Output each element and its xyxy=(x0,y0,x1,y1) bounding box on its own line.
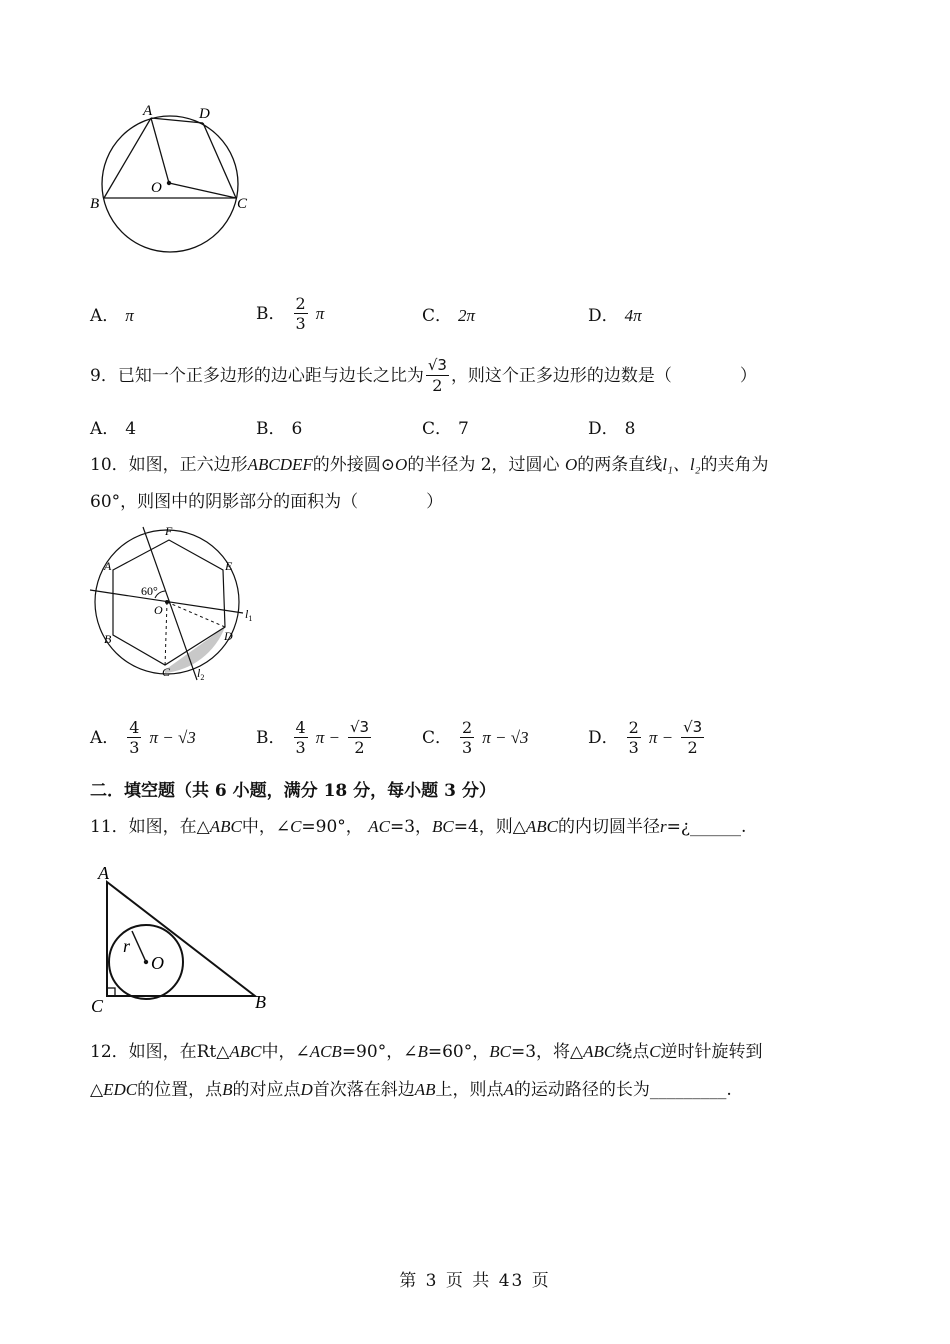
radius-r xyxy=(132,931,146,962)
radius-oa xyxy=(151,118,169,183)
page-footer: 第 3 页 共 43 页 xyxy=(399,1271,551,1291)
label-o: O xyxy=(154,603,163,617)
q10-stem-line2: 60°，则图中的阴影部分的面积为（ ） xyxy=(90,492,444,512)
q10-option-b: B． $\frac{4}{3}$ π − $\frac{√3}{2}$ xyxy=(256,718,370,757)
q12-stem-line1: 12．如图，在Rt△ABC中，∠ACB=90°，∠B=60°，BC=3，将△ABC绕点C逆时针旋转到 xyxy=(90,1042,763,1062)
label-r: r xyxy=(123,936,131,956)
q10-stem-line1: 10．如图，正六边形ABCDEF的外接圆⊙O的半径为 2，过圆心 O的两条直线l₁、l₂的夹角为 xyxy=(90,455,769,475)
circle-quadrilateral-figure xyxy=(85,95,260,260)
q10-option-d: D． $\frac{2}{3}$ π − $\frac{√3}{2}$ xyxy=(588,718,703,757)
label-o: O xyxy=(151,953,164,973)
center-point xyxy=(144,960,148,964)
q8-option-c: C． 2π xyxy=(422,306,476,326)
q9-option-a: A． 4 xyxy=(90,419,137,439)
center-point xyxy=(167,181,171,185)
label-c: C xyxy=(237,196,248,212)
label-o: O xyxy=(151,180,162,196)
label-d: D xyxy=(224,629,233,643)
q10-option-a: A． $\frac{4}{3}$ π − √3 xyxy=(90,718,196,757)
q9-option-c: C． 7 xyxy=(422,419,469,439)
shaded-segment xyxy=(165,627,225,673)
center-point xyxy=(165,600,169,604)
q11-stem: 11．如图，在△ABC中，∠C=90°， AC=3，BC=4，则△ABC的内切圆半径r=¿______. xyxy=(90,817,747,837)
label-d: D xyxy=(199,106,210,122)
chord-dc xyxy=(203,123,236,198)
q9-option-d: D． 8 xyxy=(588,419,636,439)
q9-stem: 9．已知一个正多边形的边心距与边长之比为 $\frac{√3}{2}$ ，则这个正多边形的边数是（ ） xyxy=(90,356,757,395)
chord-ab xyxy=(104,118,151,198)
label-a: A xyxy=(104,559,112,573)
incircle-triangle-figure xyxy=(85,858,285,1018)
label-angle: 60° xyxy=(141,584,158,598)
label-e: E xyxy=(225,559,233,573)
label-b: B xyxy=(104,632,112,646)
q9-option-b: B． 6 xyxy=(256,419,303,439)
segment-oc xyxy=(165,602,167,667)
section-heading: 二．填空题（共 6 小题，满分 18 分，每小题 3 分） xyxy=(90,781,496,801)
label-l1: $l_1$ xyxy=(245,607,253,623)
q12-stem-line2: △EDC的位置，点B的对应点D首次落在斜边AB上，则点A的运动路径的长为_________. xyxy=(90,1080,732,1100)
q8-option-d: D． 4π xyxy=(588,306,642,326)
q10-option-c: C． $\frac{2}{3}$ π − √3 xyxy=(422,718,529,757)
label-c: C xyxy=(162,665,171,679)
label-b: B xyxy=(90,196,100,212)
label-a: A xyxy=(143,103,153,119)
label-b: B xyxy=(255,992,266,1012)
label-f: F xyxy=(165,524,173,538)
right-angle-mark xyxy=(107,988,115,996)
label-l2: $l_2$ xyxy=(197,666,205,682)
label-a: A xyxy=(98,863,109,883)
q8-option-a: A． π xyxy=(90,306,134,326)
label-c: C xyxy=(91,996,104,1016)
radius-oc xyxy=(169,183,236,198)
hexagon-figure xyxy=(85,520,270,690)
q8-option-b: B． $\frac{2}{3}$ π xyxy=(256,294,325,333)
